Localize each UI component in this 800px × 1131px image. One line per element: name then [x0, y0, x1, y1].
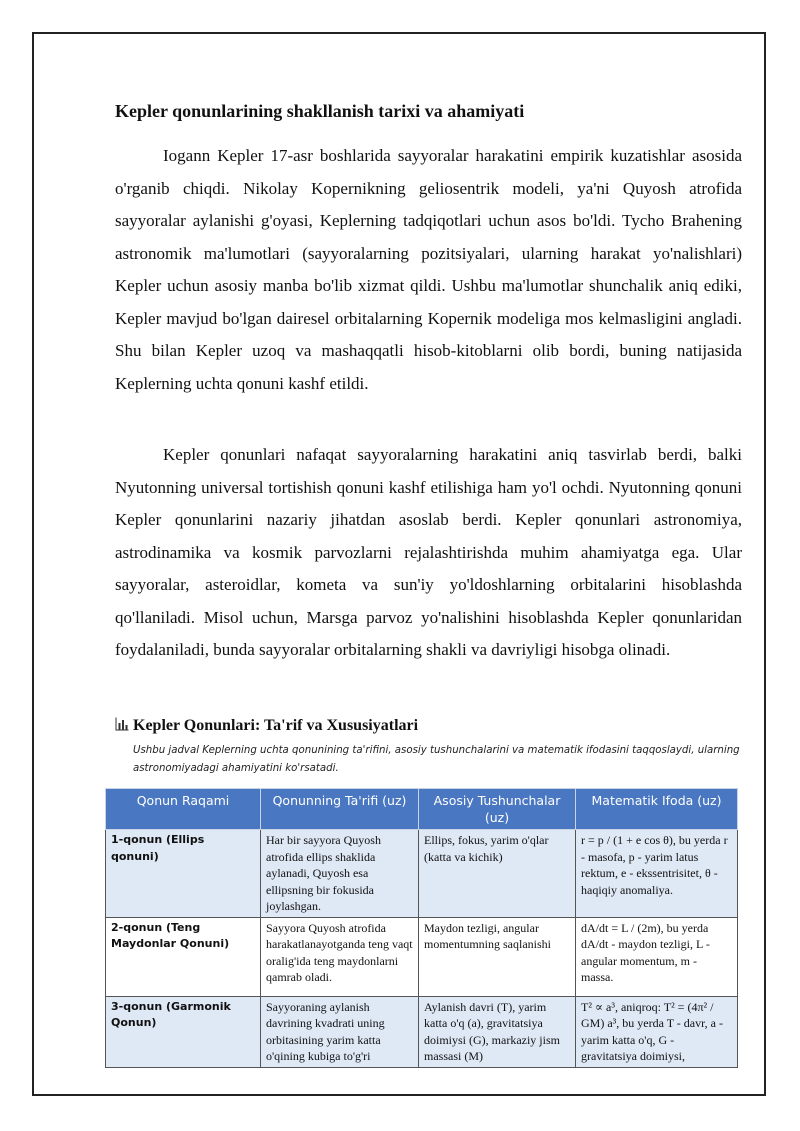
table-cell: r = p / (1 + e cos θ), bu yerda r - masofa, p - yarim latus rektum, e - ekssentrisitet, θ - haqiqiy anomaliya.	[576, 830, 738, 918]
header-cell-definition: Qonunning Ta'rifi (uz)	[261, 789, 419, 830]
paragraph-history: Iogann Kepler 17-asr boshlarida sayyoralar harakatini empirik kuzatishlar asosida o'rganib chiqdi. Nikolay Kopernikning geliosentrik modeli, ya'ni Quyosh atrofida sayyoralar aylanishi g'oyasi, Keplerning tadqiqotlari uchun asos bo'ldi. Tycho Brahening astronomik ma'lumotlari (sayyoralarning pozitsiyalari, ularning harakat yo'nalishlari) Kepler uchun asosiy manba bo'lib xizmat qildi. Ushbu ma'lumotlar shunchalik aniq ediki, Kepler mavjud bo'lgan dairesel orbitalarning Kopernik modeliga mos kelmasligini angladi. Shu bilan Kepler uzoq va mashaqqatli hisob-kitoblarni olib bordi, buning natijasida Keplerning uchta qonuni kashf etildi.	[115, 146, 742, 393]
table-cell: Har bir sayyora Quyosh atrofida ellips shaklida aylanadi, Quyosh esa ellipsning bir fokusida joylashgan.	[261, 830, 419, 918]
table-cell: 2-qonun (Teng Maydonlar Qonuni)	[106, 917, 261, 996]
table-row	[106, 917, 738, 996]
bar-chart-icon	[115, 717, 129, 731]
table-title-text: Kepler Qonunlari: Ta'rif va Xususiyatlari	[133, 717, 419, 734]
table-cell: 1-qonun (Ellips qonuni)	[106, 830, 261, 918]
table-cell: Sayyoraning aylanish davrining kvadrati uning orbitasining yarim katta o'qining kubiga to'g'ri	[261, 996, 419, 1067]
table-row	[106, 996, 738, 1067]
table-cell: 3-qonun (Garmonik Qonun)	[106, 996, 261, 1067]
table-cell: Sayyora Quyosh atrofida harakatlanayotganda teng vaqt oralig'ida teng maydonlarni qamrab oladi.	[261, 917, 419, 996]
table-header-row	[106, 789, 738, 830]
paragraph-significance: Kepler qonunlari nafaqat sayyoralarning harakatini aniq tasvirlab berdi, balki Nyutonning universal tortishish qonuni kashf etilishiga ham yo'l ochdi. Nyutonning qonuni Kepler qonunlarini nazariy jihatdan asoslab berdi. Kepler qonunlari astronomiya, astrodinamika va kosmik parvozlarni rejalashtirishda muhim ahamiyatga ega. Ular sayyoralar, asteroidlar, kometa va sun'iy yo'ldoshlarning orbitalarini hisoblashda qo'llaniladi. Misol uchun, Marsga parvoz yo'nalishini hisoblashda Kepler qonunlaridan foydalaniladi, bunda sayyoralar orbitalarning shakli va davriyligi hisobga olinadi.	[115, 445, 742, 659]
header-cell-law-number: Qonun Raqami	[106, 789, 261, 830]
table-cell: Aylanish davri (T), yarim katta o'q (a), gravitatsiya doimiysi (G), markaziy jism massasi (M)	[419, 996, 576, 1067]
table-title	[115, 716, 755, 736]
table-cell: dA/dt = L / (2m), bu yerda dA/dt - maydon tezligi, L - angular momentum, m - massa.	[576, 917, 738, 996]
table-cell: Ellips, fokus, yarim o'qlar (katta va kichik)	[419, 830, 576, 918]
header-cell-concepts: Asosiy Tushunchalar (uz)	[419, 789, 576, 830]
table-row	[106, 830, 738, 918]
header-cell-formula: Matematik Ifoda (uz)	[576, 789, 738, 830]
table-cell: Maydon tezligi, angular momentumning saqlanishi	[419, 917, 576, 996]
table-cell: T² ∝ a³, aniqroq: T² = (4π² / GM) a³, bu yerda T - davr, a - yarim katta o'q, G - gravitatsiya doimiysi,	[576, 996, 738, 1067]
section-heading: Kepler qonunlarining shakllanish tarixi va ahamiyati	[115, 101, 525, 121]
kepler-laws-table	[105, 788, 737, 1063]
table-caption: Ushbu jadval Keplerning uchta qonunining ta'rifini, asosiy tushunchalarini va matematik ifodasini taqqoslaydi, ularning astronomiyadagi ahamiyatini ko'rsatadi.	[133, 745, 740, 774]
